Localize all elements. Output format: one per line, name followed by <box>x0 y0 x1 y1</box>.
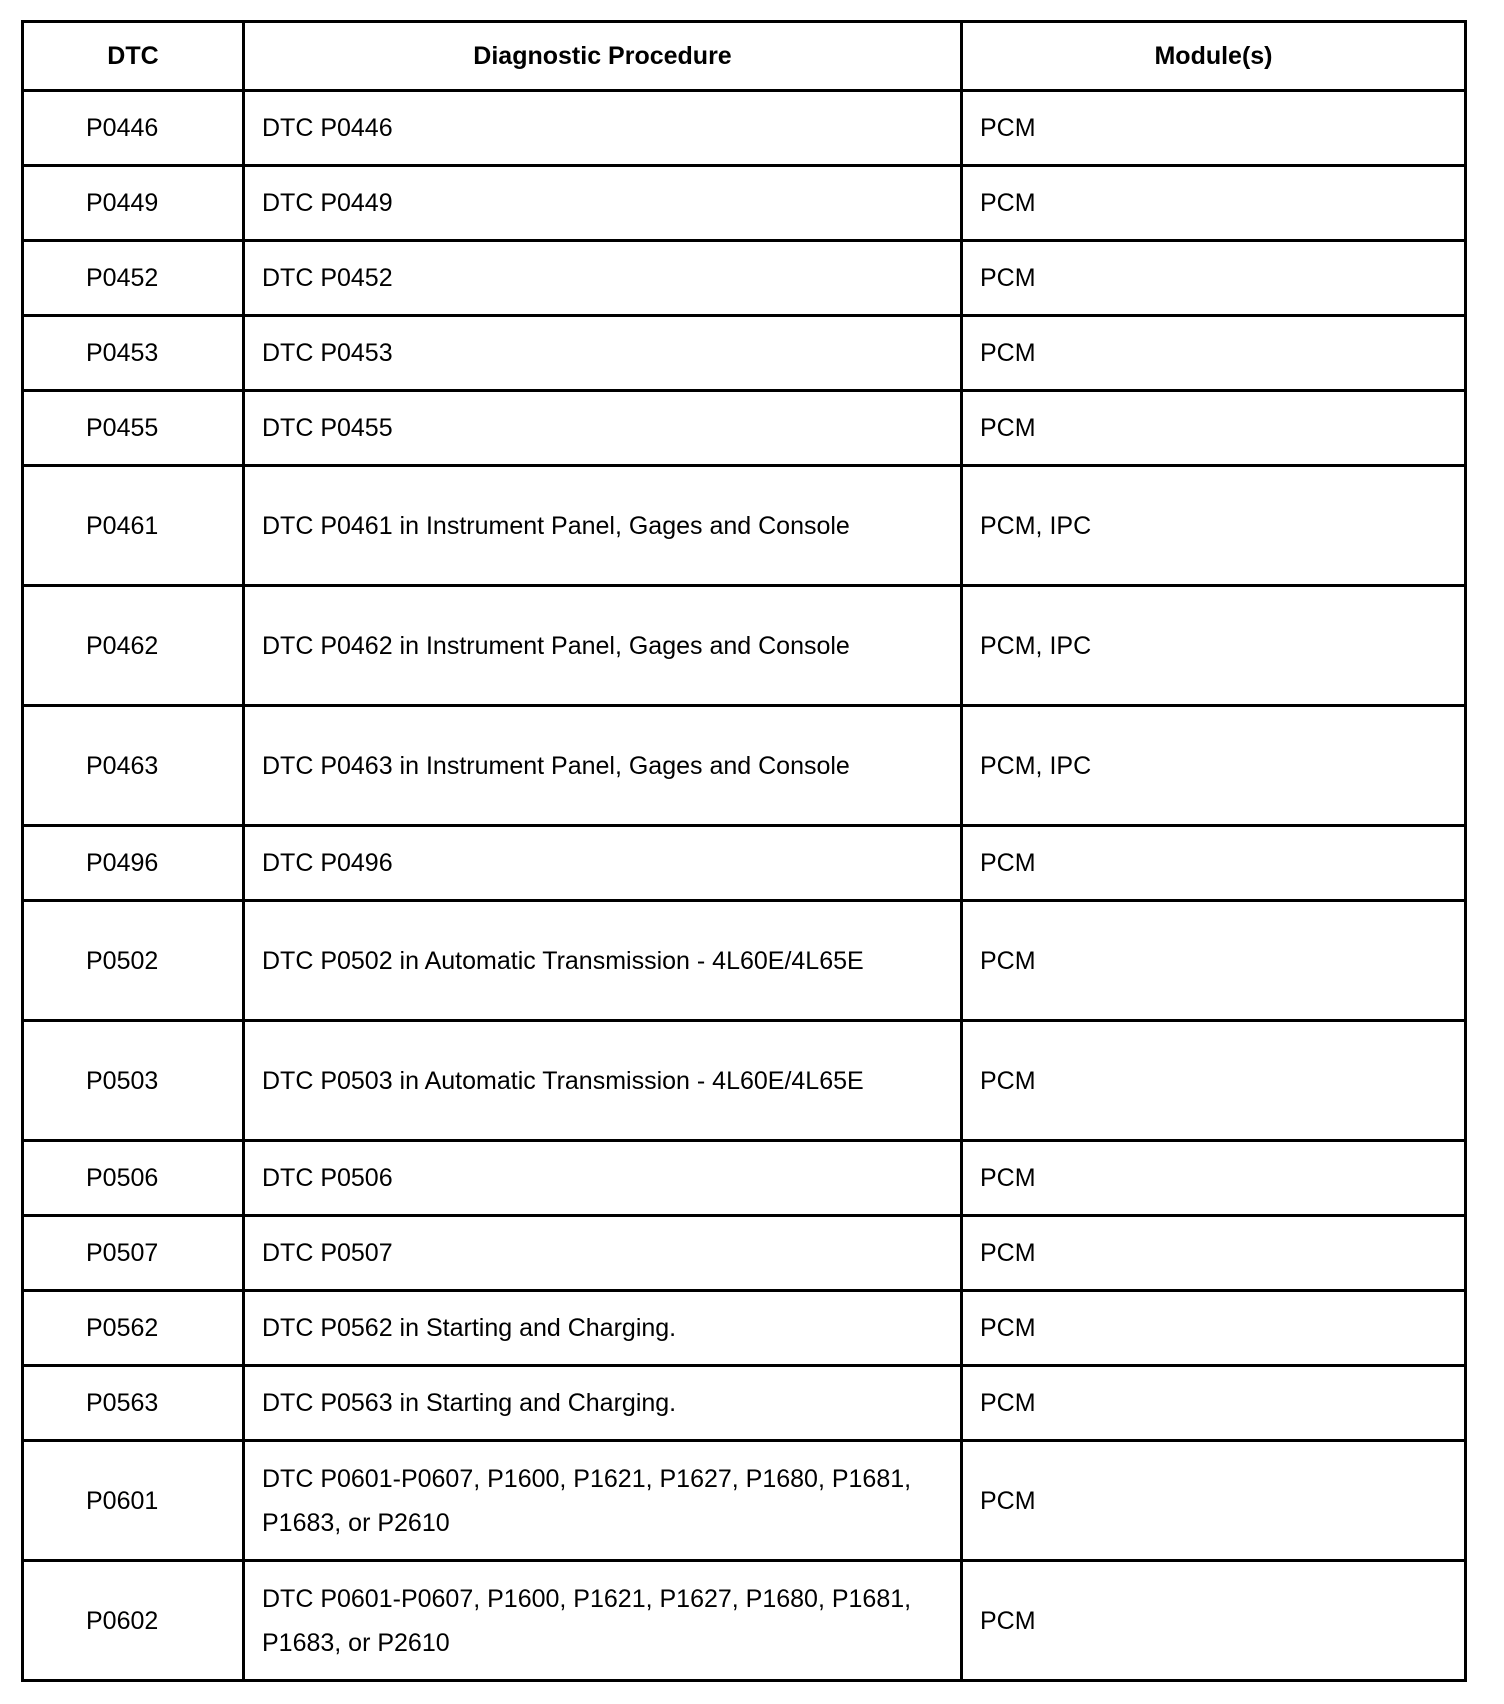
dtc-code: P0461 <box>23 466 244 586</box>
table-row <box>23 391 1466 466</box>
header-dtc: DTC <box>23 22 244 91</box>
diagnostic-procedure: DTC P0461 in Instrument Panel, Gages and Console <box>244 466 962 586</box>
diagnostic-procedure: DTC P0452 <box>244 241 962 316</box>
diagnostic-procedure: DTC P0463 in Instrument Panel, Gages and Console <box>244 706 962 826</box>
dtc-code: P0602 <box>23 1561 244 1681</box>
table-row <box>23 1366 1466 1441</box>
modules: PCM <box>962 1141 1466 1216</box>
diagnostic-procedure: DTC P0601-P0607, P1600, P1621, P1627, P1680, P1681, P1683, or P2610 <box>244 1441 962 1561</box>
modules: PCM <box>962 826 1466 901</box>
dtc-code: P0455 <box>23 391 244 466</box>
dtc-code: P0507 <box>23 1216 244 1291</box>
table-row <box>23 901 1466 1021</box>
table-row <box>23 586 1466 706</box>
table-row <box>23 241 1466 316</box>
diagnostic-procedure: DTC P0506 <box>244 1141 962 1216</box>
diagnostic-procedure: DTC P0449 <box>244 166 962 241</box>
dtc-code: P0563 <box>23 1366 244 1441</box>
header-modules: Module(s) <box>962 22 1466 91</box>
modules: PCM <box>962 1441 1466 1561</box>
table-row <box>23 706 1466 826</box>
diagnostic-procedure: DTC P0496 <box>244 826 962 901</box>
diagnostic-procedure: DTC P0502 in Automatic Transmission - 4L60E/4L65E <box>244 901 962 1021</box>
diagnostic-procedure: DTC P0453 <box>244 316 962 391</box>
table-row <box>23 166 1466 241</box>
modules: PCM <box>962 241 1466 316</box>
dtc-code: P0453 <box>23 316 244 391</box>
dtc-table <box>21 20 1467 1682</box>
dtc-code: P0506 <box>23 1141 244 1216</box>
diagnostic-procedure: DTC P0562 in Starting and Charging. <box>244 1291 962 1366</box>
modules: PCM <box>962 391 1466 466</box>
table-row <box>23 1141 1466 1216</box>
modules: PCM <box>962 1291 1466 1366</box>
modules: PCM, IPC <box>962 466 1466 586</box>
modules: PCM <box>962 1561 1466 1681</box>
modules: PCM <box>962 166 1466 241</box>
modules: PCM, IPC <box>962 706 1466 826</box>
table-row <box>23 91 1466 166</box>
dtc-code: P0502 <box>23 901 244 1021</box>
dtc-code: P0452 <box>23 241 244 316</box>
dtc-code: P0463 <box>23 706 244 826</box>
diagnostic-procedure: DTC P0462 in Instrument Panel, Gages and Console <box>244 586 962 706</box>
table-row <box>23 1021 1466 1141</box>
modules: PCM <box>962 1366 1466 1441</box>
dtc-code: P0601 <box>23 1441 244 1561</box>
header-procedure: Diagnostic Procedure <box>244 22 962 91</box>
dtc-code: P0496 <box>23 826 244 901</box>
dtc-code: P0562 <box>23 1291 244 1366</box>
table-row <box>23 1441 1466 1561</box>
table-body <box>23 91 1466 1681</box>
diagnostic-procedure: DTC P0446 <box>244 91 962 166</box>
table-row <box>23 1561 1466 1681</box>
modules: PCM <box>962 901 1466 1021</box>
table-row <box>23 316 1466 391</box>
modules: PCM <box>962 1216 1466 1291</box>
modules: PCM <box>962 1021 1466 1141</box>
table-row <box>23 1216 1466 1291</box>
dtc-code: P0446 <box>23 91 244 166</box>
modules: PCM <box>962 91 1466 166</box>
diagnostic-procedure: DTC P0563 in Starting and Charging. <box>244 1366 962 1441</box>
dtc-code: P0449 <box>23 166 244 241</box>
header-row <box>23 22 1466 91</box>
diagnostic-procedure: DTC P0503 in Automatic Transmission - 4L60E/4L65E <box>244 1021 962 1141</box>
table-header <box>23 22 1466 91</box>
table-row <box>23 826 1466 901</box>
diagnostic-procedure: DTC P0601-P0607, P1600, P1621, P1627, P1680, P1681, P1683, or P2610 <box>244 1561 962 1681</box>
modules: PCM, IPC <box>962 586 1466 706</box>
table-row <box>23 1291 1466 1366</box>
table-row <box>23 466 1466 586</box>
dtc-code: P0462 <box>23 586 244 706</box>
diagnostic-procedure: DTC P0507 <box>244 1216 962 1291</box>
dtc-code: P0503 <box>23 1021 244 1141</box>
diagnostic-procedure: DTC P0455 <box>244 391 962 466</box>
modules: PCM <box>962 316 1466 391</box>
